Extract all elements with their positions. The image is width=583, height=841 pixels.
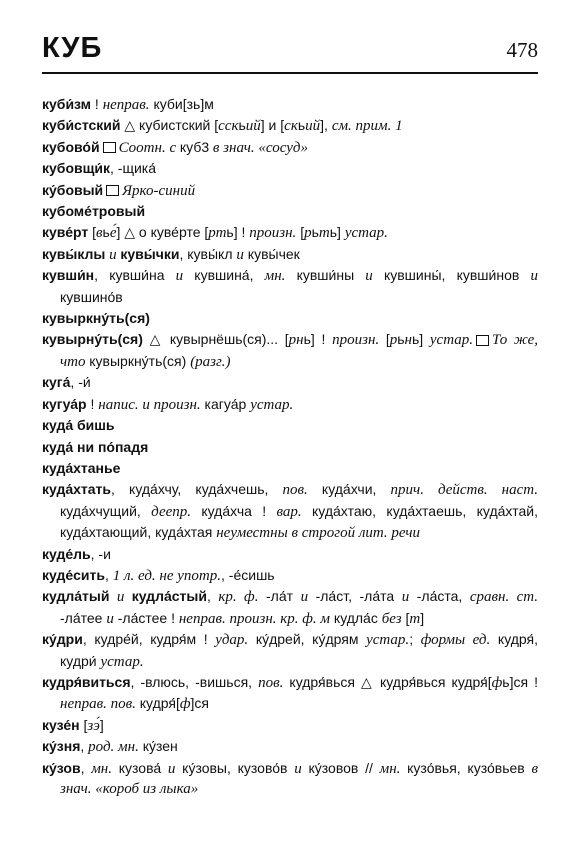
entry-note: т — [409, 610, 421, 627]
entry-headword: кувыркну́ть(ся) — [42, 310, 150, 327]
entry-headword: куде́сить — [42, 566, 105, 583]
entry-headword: кубовщи́к — [42, 160, 111, 177]
dictionary-entry — [42, 201, 538, 222]
entry-note: в знач. «сосуд» — [209, 139, 308, 156]
entry-note: р — [389, 332, 398, 349]
dictionary-entry — [42, 479, 538, 543]
entry-headword: кувы́клы — [42, 245, 106, 262]
dictionary-entry — [42, 415, 538, 436]
entry-text: кувшины́, кувши́нов — [372, 267, 531, 284]
entry-text: ] ! — [233, 224, 250, 241]
dictionary-entry — [42, 115, 538, 136]
entry-note: То же, что — [60, 332, 539, 370]
entry-text: -ла́ст, -ла́та — [308, 588, 402, 605]
entry-headword: кувши́н — [42, 267, 95, 284]
entry-note: сравн. ст. — [469, 589, 539, 606]
entry-note: удар. — [215, 632, 249, 649]
entry-note: и — [167, 760, 176, 777]
entry-note: неправ. — [102, 97, 150, 113]
entry-headword: ку́дри — [42, 631, 83, 648]
entry-note: е́ — [109, 225, 117, 242]
entry-text: ] — [99, 716, 104, 733]
entry-note: в знач. «короб из лыка» — [60, 760, 538, 797]
entry-text: ! — [91, 96, 103, 112]
page-header — [42, 32, 538, 72]
entry-text: ь — [297, 117, 306, 134]
entry-note: ий — [245, 118, 261, 135]
entry-note: род. мн. — [88, 739, 139, 756]
entry-note: ф — [491, 674, 503, 691]
dictionary-entry — [42, 308, 538, 329]
entry-note: ф — [179, 696, 191, 713]
entry-note: и — [109, 589, 132, 606]
dictionary-entry — [42, 758, 538, 800]
entry-note: и — [236, 246, 244, 263]
dictionary-entry — [42, 629, 538, 672]
entry-text: -ла́тее — [60, 609, 107, 626]
entry-text: кувшина́, — [183, 267, 265, 284]
definition-box-icon — [103, 142, 116, 153]
definition-box-icon — [106, 185, 119, 196]
entry-note: напис. и произн. — [98, 396, 201, 413]
entry-text: кувыркну́ть(ся) — [89, 352, 191, 369]
entry-note: сск — [218, 118, 239, 135]
entry-text: кудря́, кудри́ — [60, 631, 538, 669]
entry-text: , — [80, 738, 89, 755]
entry-note: в — [96, 225, 103, 242]
header-rule — [42, 72, 538, 74]
entry-text: ] △ о куве́рте [ — [116, 224, 209, 241]
entry-text: ] — [419, 331, 430, 348]
dictionary-entry — [42, 715, 538, 736]
entry-headword: куга́ — [42, 374, 71, 391]
entry-note: произн. — [249, 225, 297, 242]
entry-note: и — [401, 589, 410, 606]
entry-note: устар. — [250, 396, 294, 413]
entry-headword: ку́зня — [42, 738, 81, 755]
entry-text: [ — [379, 331, 390, 348]
entry-text: , куда́хчу, куда́хчешь, — [111, 481, 283, 498]
entry-note: прич. действ. наст. — [390, 482, 538, 499]
entry-note: н — [404, 332, 412, 349]
dictionary-entry — [42, 180, 538, 201]
entry-text: ь — [303, 331, 311, 348]
entry-text: куда́хтаю, куда́хтаешь, куда́хтай, куда́хтающий, куда́хтая — [60, 502, 538, 541]
dictionary-entry — [42, 586, 538, 629]
entry-text: , кудре́й, кудря́м ! — [82, 631, 216, 648]
entry-text: [ — [296, 224, 305, 241]
entry-text: -ла́стее ! — [113, 609, 179, 626]
entry-text: , -щика́ — [110, 160, 157, 177]
entry-note: устар. — [429, 332, 473, 349]
entry-text: ку́зен — [138, 738, 178, 755]
entry-note: произн. — [332, 332, 380, 349]
entry-note: рт — [208, 225, 227, 242]
dictionary-entry — [42, 437, 538, 458]
entry-text: ь — [311, 224, 319, 241]
entry-text: ] ! — [310, 331, 333, 348]
running-headword: КУБ — [42, 32, 103, 64]
entry-headword: куве́рт — [42, 224, 89, 241]
dictionary-entry — [42, 94, 538, 115]
entry-text: , — [206, 588, 219, 605]
entry-headword: кувы́чки — [120, 245, 180, 262]
entry-note: р — [304, 225, 312, 242]
entry-headword: куда́хтать — [42, 481, 112, 498]
page-number: 478 — [506, 38, 538, 62]
entry-text: ь — [226, 224, 234, 241]
entry-text: куда́хчи, — [307, 481, 391, 498]
entry-text: -ла́т — [258, 588, 301, 605]
entry-text: , кувши́на — [94, 267, 176, 284]
entry-note: мн. — [91, 760, 112, 777]
entry-note: устар. — [100, 653, 144, 670]
entry-text: , -и — [90, 545, 111, 562]
entry-text: , -влюсь, -вишься, — [130, 673, 259, 690]
entry-note: зэ́ — [87, 717, 100, 734]
entry-text: ]ся ! — [509, 673, 539, 690]
entry-headword: куби́зм — [42, 96, 92, 112]
entry-note: и — [105, 246, 121, 263]
entry-text: ь — [193, 96, 201, 112]
entry-text: ку́зовов // — [301, 759, 380, 776]
entry-text: ку́дрей, ку́дрям — [248, 631, 367, 648]
entry-text: ] и [ — [260, 117, 285, 134]
entry-text: кудря́[ — [135, 695, 180, 712]
entry-note: (разг.) — [190, 353, 231, 370]
entry-note: неуместны в строгой лит. речи — [216, 525, 421, 542]
entry-note: и — [530, 268, 538, 285]
entry-text: , — [80, 759, 92, 776]
entry-text: ь — [502, 673, 510, 690]
entry-headword: кудла́тый — [42, 588, 110, 605]
entry-note: неправ. произн. кр. ф. м — [178, 610, 331, 627]
dictionary-entry — [42, 458, 538, 479]
entry-text: кувы́чек — [243, 245, 300, 262]
entry-note: мн. — [264, 268, 286, 285]
dictionary-entry — [42, 736, 538, 757]
entry-headword: ку́зов — [42, 759, 81, 776]
entry-note: и — [300, 589, 309, 606]
entry-text: , -е́сишь — [221, 566, 275, 583]
entry-headword: куда́хтанье — [42, 459, 121, 476]
entry-headword: ку́бовый — [42, 181, 104, 198]
entry-note: ий — [305, 118, 321, 135]
entry-note: деепр. — [151, 503, 192, 520]
entry-text: кузо́вья, кузо́вьев — [400, 759, 532, 776]
entry-note: устар. — [344, 225, 388, 242]
entry-text: ь — [397, 331, 405, 348]
entry-note: пов. — [258, 674, 284, 691]
entry-text: ь — [238, 117, 246, 134]
entry-headword: кугуа́р — [42, 395, 87, 412]
entry-text: [ — [88, 224, 97, 241]
dictionary-entry — [42, 329, 538, 372]
entry-note: кр. ф. — [218, 589, 259, 606]
entry-text: , — [104, 566, 113, 583]
entry-text: , -и́ — [70, 374, 91, 391]
entry-text: △ кувырнёшь(ся)... [ — [142, 331, 289, 348]
entry-note: без — [381, 610, 402, 627]
entry-list — [42, 94, 538, 799]
entry-text: ь — [329, 224, 338, 241]
entry-note: 1 л. ед. не употр. — [112, 567, 222, 584]
entry-text: кудря́вься △ кудря́вься кудря́[ — [283, 673, 492, 690]
entry-text: ! — [86, 395, 99, 412]
entry-text: куб — [179, 138, 202, 155]
dictionary-entry — [42, 265, 538, 308]
entry-note: и — [365, 268, 373, 285]
entry-text: ]м — [200, 96, 214, 112]
entry-text: , кувы́кл — [179, 245, 237, 262]
entry-text: ] — [420, 609, 425, 626]
entry-text: ь — [102, 224, 110, 241]
entry-text: ], — [320, 117, 332, 134]
entry-note: и — [106, 610, 114, 627]
entry-text: ь — [412, 331, 420, 348]
entry-headword: куда́ бишь — [42, 417, 115, 434]
entry-note: см. прим. 1 — [331, 118, 403, 135]
entry-headword: кубово́й — [42, 138, 100, 155]
entry-note: ск — [284, 118, 298, 135]
dictionary-entry — [42, 158, 538, 179]
dictionary-entry — [42, 137, 538, 158]
entry-headword: кудла́стый — [131, 588, 207, 605]
entry-text: ]ся — [190, 695, 209, 712]
entry-headword: куде́ль — [42, 545, 91, 562]
dictionary-entry — [42, 672, 538, 715]
entry-headword: кувырну́ть(ся) — [42, 331, 143, 348]
entry-note: т — [318, 225, 330, 242]
entry-text: [ — [401, 609, 410, 626]
dictionary-entry — [42, 544, 538, 565]
entry-text: куда́хча ! — [191, 502, 277, 519]
dictionary-entry — [42, 244, 538, 265]
entry-text: кувшино́в — [60, 288, 123, 305]
dictionary-entry — [42, 394, 538, 415]
definition-box-icon — [476, 335, 489, 346]
entry-headword: куда́ ни по́падя — [42, 438, 149, 455]
entry-note: мн. — [379, 760, 401, 777]
entry-note: вар. — [276, 503, 302, 520]
entry-text: △ кубистский [ — [120, 117, 219, 134]
entry-note: рн — [288, 332, 304, 349]
entry-text: кагуа́р — [200, 395, 251, 412]
entry-note: и — [294, 760, 302, 777]
entry-text: ; — [409, 631, 421, 648]
entry-text: кувши́ны — [285, 267, 366, 284]
entry-text: куда́хчущий, — [60, 502, 152, 519]
entry-text: ку́зовы, кузово́в — [175, 759, 295, 776]
entry-note: неправ. пов. — [60, 696, 136, 713]
entry-note: Ярко-синий — [122, 182, 196, 199]
entry-note: формы ед. — [420, 632, 491, 649]
entry-note: и — [175, 268, 184, 285]
entry-headword: кудря́виться — [42, 673, 131, 690]
entry-text: 3 — [201, 138, 210, 155]
dictionary-entry — [42, 222, 538, 243]
entry-headword: кубоме́тровый — [42, 203, 146, 220]
entry-headword: куби́стский — [42, 117, 121, 134]
entry-text: куби[з — [149, 96, 194, 112]
entry-note: пов. — [282, 482, 308, 499]
entry-text: кудла́с — [330, 609, 382, 626]
entry-text: кузова́ — [111, 759, 168, 776]
dictionary-entry — [42, 372, 538, 393]
entry-headword: кузе́н — [42, 716, 80, 733]
entry-text: ] — [337, 224, 345, 241]
entry-text: [ — [79, 716, 88, 733]
entry-text: -ла́ста, — [409, 588, 470, 605]
entry-note: Соотн. с — [118, 139, 180, 156]
entry-note: устар. — [366, 632, 410, 649]
dictionary-entry — [42, 565, 538, 586]
